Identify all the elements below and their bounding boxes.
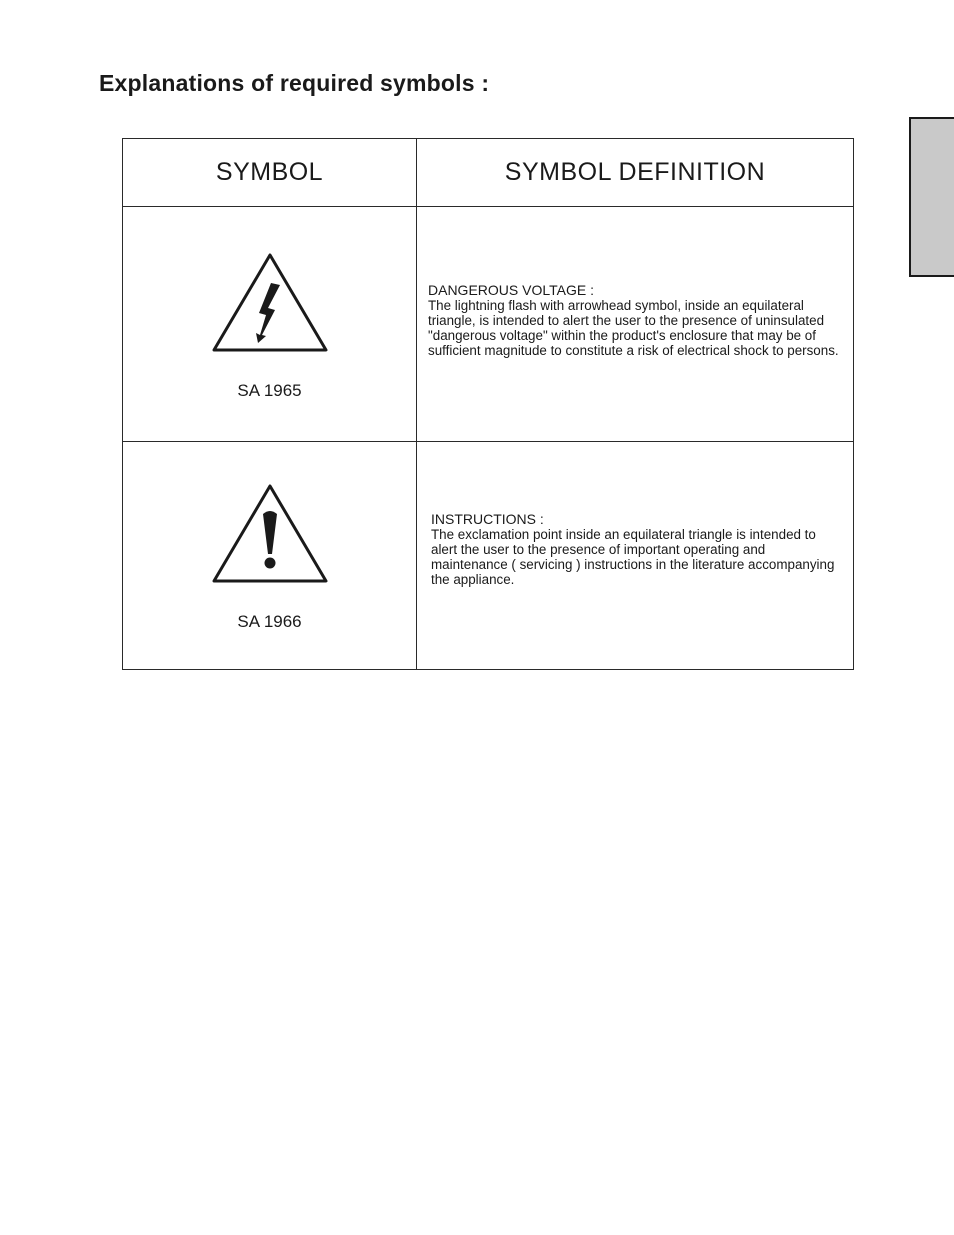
symbol-code: SA 1966 [237, 612, 302, 632]
symbol-cell [123, 207, 417, 441]
page-title: Explanations of required symbols : [99, 70, 490, 96]
symbol-cell [123, 441, 417, 669]
table-row [123, 207, 854, 441]
symbol-table [122, 138, 854, 670]
definition-text: The exclamation point inside an equilateral triangle is intended to alert the user to the presence of important operating and maintenance ( servicing ) instructions in the literature accompanying the appliance. [431, 526, 835, 587]
definition-title: DANGEROUS VOLTAGE : [428, 282, 594, 299]
definition-title: INSTRUCTIONS : [431, 510, 544, 527]
symbol-code: SA 1965 [237, 380, 302, 400]
section-tab [909, 117, 954, 277]
symbol-column-header: SYMBOL [123, 139, 417, 207]
definition-cell [417, 207, 854, 441]
table-row [123, 441, 854, 669]
exclamation-triangle-icon [208, 478, 332, 588]
definition-text: The lightning flash with arrowhead symbol, inside an equilateral triangle, is intended to alert the user to the presence of uninsulated "dangerous voltage" within the product's enclosure that may be of sufficient magnitude to constitute a risk of electrical shock to persons. [428, 298, 839, 359]
definition-column-header: SYMBOL DEFINITION [417, 139, 854, 207]
table-header-row [123, 139, 854, 207]
definition-cell [417, 441, 854, 669]
lightning-triangle-icon [208, 247, 332, 357]
